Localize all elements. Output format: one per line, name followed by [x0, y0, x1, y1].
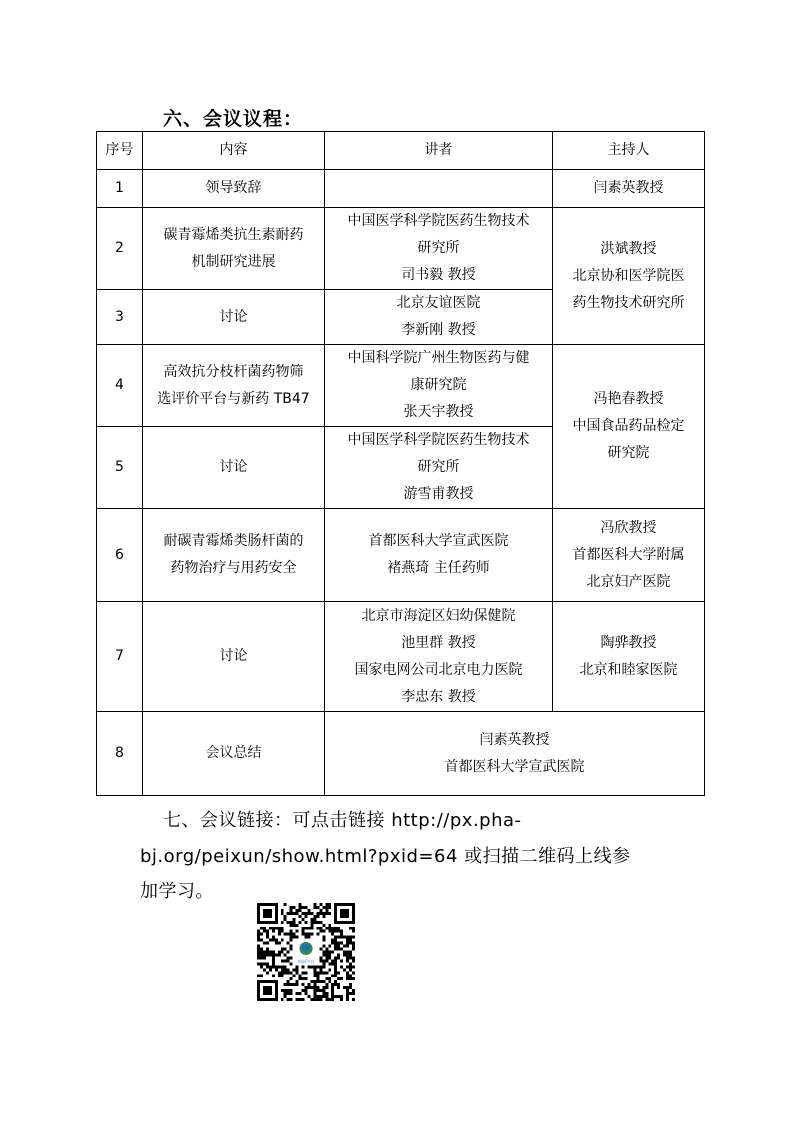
- table-row: [97, 602, 705, 712]
- content-line: 领导致辞: [205, 180, 262, 196]
- qr-finder-bottom-left: [257, 980, 278, 1001]
- header-speaker: 讲者: [325, 132, 553, 170]
- content-line: 讨论: [219, 308, 248, 325]
- section-6-title: 六、会议议程：: [163, 108, 304, 130]
- speaker-line: 中国医学科学院医药生物技术: [347, 432, 530, 448]
- row-content: [143, 170, 325, 208]
- host-line: 洪斌教授: [600, 240, 657, 257]
- agenda-table: [96, 131, 705, 796]
- content-line: 药物治疗与用药安全: [170, 560, 297, 576]
- qr-code-graphic: [257, 903, 355, 1001]
- host-line: 北京和睦家医院: [579, 661, 678, 678]
- row-speaker-host: [325, 712, 705, 796]
- header-no: 序号: [97, 132, 143, 170]
- host-line: 研究院: [607, 445, 650, 461]
- row-no: 2: [97, 208, 143, 290]
- speaker-line: 中国科学院广州生物医药与健: [347, 350, 530, 366]
- host-line: 中国食品药品检定: [572, 418, 685, 434]
- header-content: 内容: [143, 132, 325, 170]
- table-row: [97, 345, 705, 427]
- row-no: 4: [97, 345, 143, 427]
- speaker-line: 中国医学科学院医药生物技术: [347, 213, 530, 229]
- host-line: 首都医科大学附属: [572, 546, 685, 563]
- row-content: [143, 208, 325, 290]
- speaker-line: 司书毅 教授: [401, 267, 476, 283]
- table-row: [97, 208, 705, 290]
- content-line: 耐碳青霉烯类肠杆菌的: [163, 533, 304, 549]
- row-host: [553, 170, 705, 208]
- qr-logo-icon: [293, 939, 320, 966]
- row-no: 3: [97, 290, 143, 345]
- content-line: 会议总结: [205, 745, 262, 761]
- row-content: [143, 602, 325, 712]
- speaker-line: 国家电网公司北京电力医院: [354, 661, 523, 678]
- table-row: [97, 712, 705, 796]
- row-speaker: [325, 602, 553, 712]
- row-no: 8: [97, 712, 143, 796]
- section-7-line-1[interactable]: 七、会议链接：可点击链接 http://px.pha-: [163, 810, 522, 831]
- speaker-line: 研究所: [417, 240, 460, 256]
- speaker-line: 首都医科大学宣武医院: [444, 758, 585, 775]
- content-line: 高效抗分枝杆菌药物筛: [163, 363, 304, 380]
- qr-finder-top-left: [257, 903, 278, 924]
- row-speaker: [325, 208, 553, 290]
- qr-finder-top-right: [334, 903, 355, 924]
- row-speaker: [325, 427, 553, 509]
- row-no: 6: [97, 509, 143, 602]
- row-content: [143, 712, 325, 796]
- speaker-line: 李忠东 教授: [401, 688, 476, 705]
- speaker-line: 首都医科大学宣武医院: [368, 533, 509, 549]
- content-line: 讨论: [219, 459, 248, 475]
- row-no: 1: [97, 170, 143, 208]
- content-line: 讨论: [219, 648, 248, 664]
- table-header-row: [97, 132, 705, 170]
- row-speaker: [325, 290, 553, 345]
- header-host: 主持人: [553, 132, 705, 170]
- host-line: 冯欣教授: [600, 519, 657, 536]
- section-7-line-2[interactable]: bj.org/peixun/show.html?pxid=64 或扫描二维码上线参: [140, 846, 631, 867]
- host-line: 药生物技术研究所: [572, 294, 685, 311]
- content-line: 选评价平台与新药 TB47: [157, 390, 310, 407]
- row-content: [143, 290, 325, 345]
- row-host: [553, 208, 705, 345]
- row-host: [553, 602, 705, 712]
- qr-code[interactable]: [257, 903, 355, 1001]
- speaker-line: 游雪甫教授: [403, 486, 474, 502]
- row-speaker: [325, 345, 553, 427]
- speaker-line: 褚燕琦 主任药师: [387, 560, 490, 576]
- host-line: 北京协和医学院医: [572, 267, 685, 284]
- row-host: [553, 345, 705, 509]
- table-row: [97, 170, 705, 208]
- host-line: 陶骅教授: [600, 634, 657, 651]
- row-no: 7: [97, 602, 143, 712]
- table-row: [97, 509, 705, 602]
- content-line: 碳青霉烯类抗生素耐药: [163, 226, 304, 243]
- qr-logo-label: 培训平台: [297, 958, 315, 964]
- speaker-line: 池里群 教授: [401, 634, 476, 651]
- row-content: [143, 345, 325, 427]
- speaker-line: 北京市海淀区妇幼保健院: [361, 607, 516, 624]
- speaker-line: 李新刚 教授: [401, 322, 476, 338]
- content-line: 机制研究进展: [191, 253, 276, 270]
- row-speaker: [325, 509, 553, 602]
- row-no: 5: [97, 427, 143, 509]
- row-host: [553, 509, 705, 602]
- row-content: [143, 509, 325, 602]
- row-speaker: [325, 170, 553, 208]
- row-content: [143, 427, 325, 509]
- host-line: 闫素英教授: [593, 180, 664, 196]
- speaker-line: 研究所: [417, 459, 460, 475]
- speaker-line: 闫素英教授: [479, 731, 550, 748]
- speaker-line: 张天宇教授: [403, 404, 474, 420]
- speaker-line: 康研究院: [410, 377, 467, 393]
- host-line: 北京妇产医院: [586, 573, 671, 590]
- host-line: 冯艳春教授: [593, 391, 664, 407]
- section-7-line-3: 加学习。: [140, 881, 214, 902]
- speaker-line: 北京友谊医院: [396, 295, 481, 311]
